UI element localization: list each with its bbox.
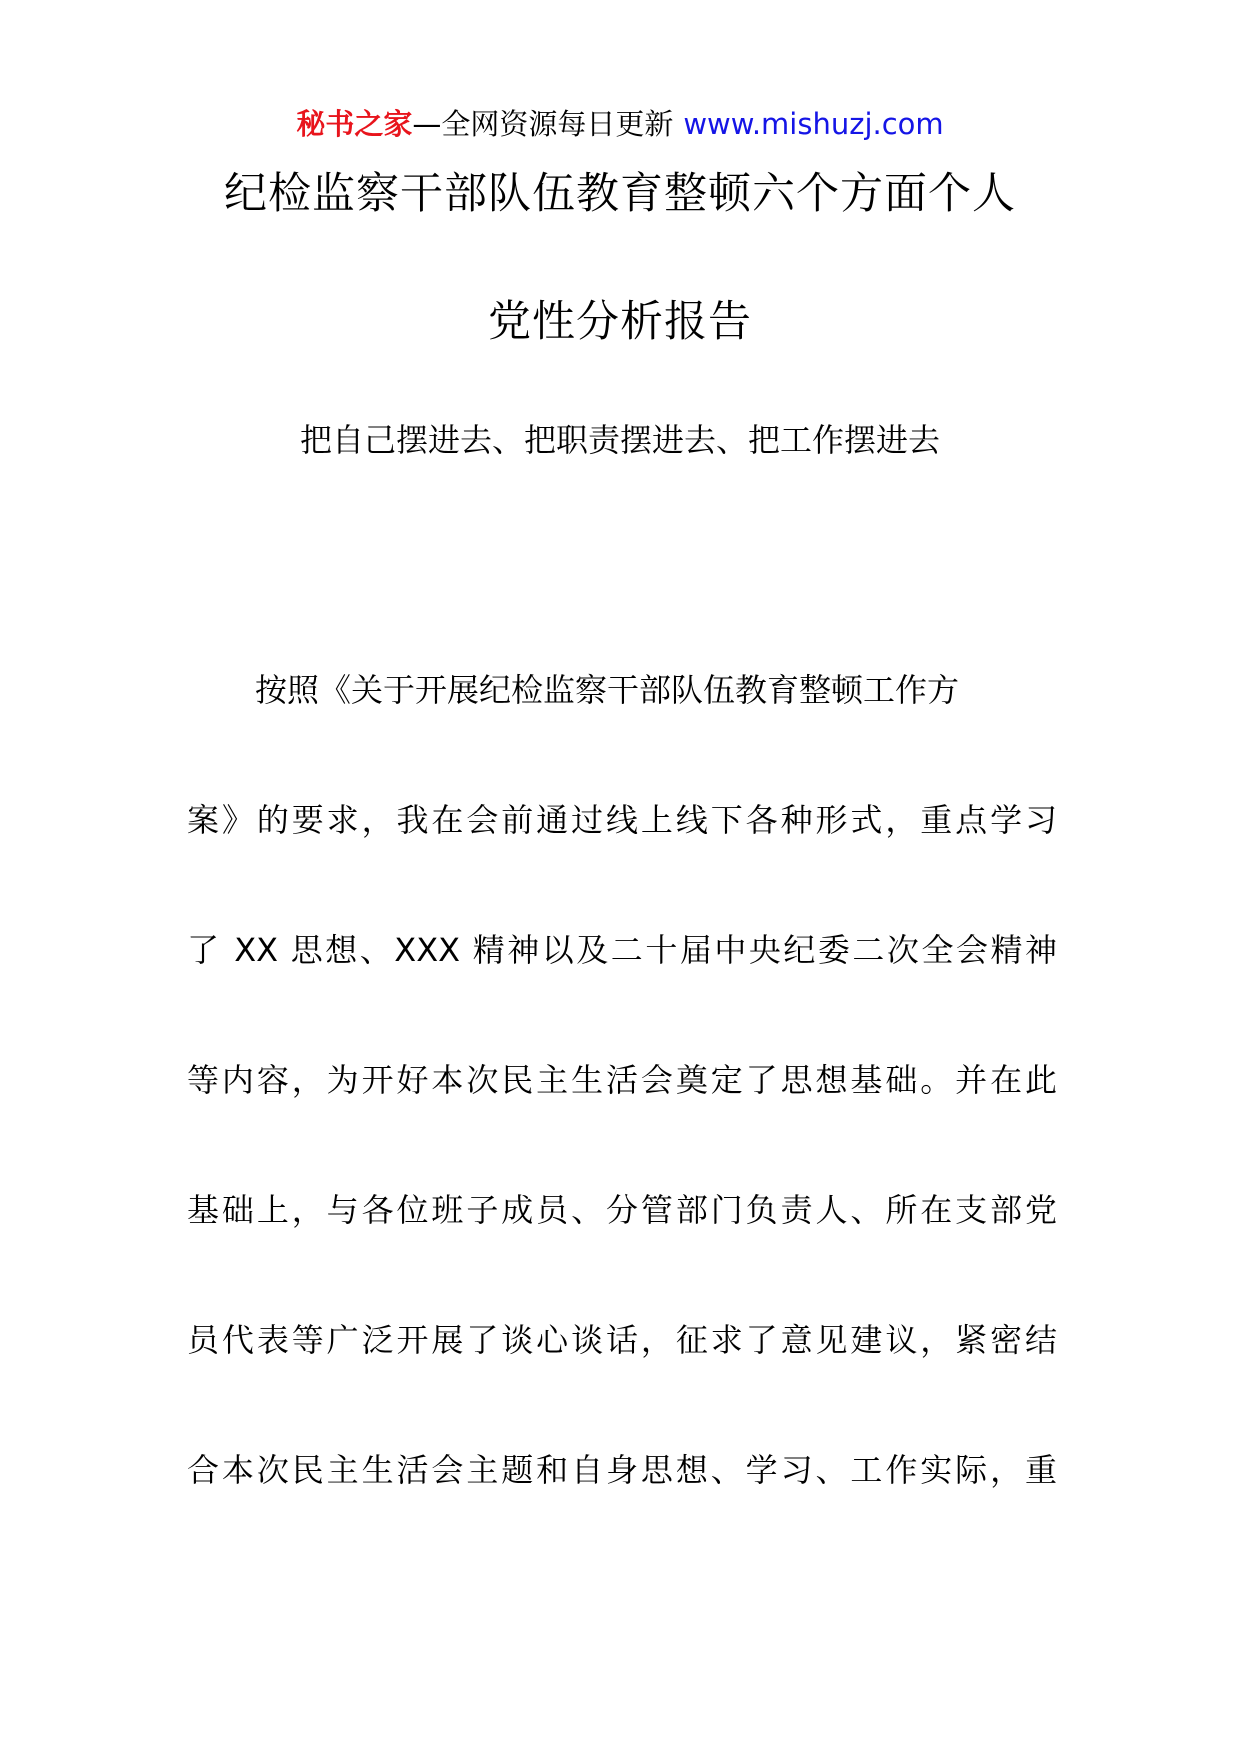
watermark-header bbox=[0, 104, 1240, 144]
body-line: 按照《关于开展纪检监察干部队伍教育整顿工作方 bbox=[255, 671, 960, 709]
body-line: 合本次民主生活会主题和自身思想、学习、工作实际，重 bbox=[187, 1451, 1057, 1489]
body-line: 基础上，与各位班子成员、分管部门负责人、所在支部党 bbox=[187, 1191, 1057, 1229]
document-title-line-1: 纪检监察干部队伍教育整顿六个方面个人 bbox=[224, 169, 1016, 219]
watermark-url: www.mishuzj.com bbox=[683, 107, 944, 141]
document-subtitle: 把自己摆进去、把职责摆进去、把工作摆进去 bbox=[299, 421, 940, 459]
body-line: 了 XX 思想、XXX 精神以及二十届中央纪委二次全会精神 bbox=[187, 931, 1057, 969]
watermark-brand: 秘书之家 bbox=[296, 107, 413, 141]
watermark-slogan: —全网资源每日更新 bbox=[412, 107, 674, 141]
body-line: 等内容，为开好本次民主生活会奠定了思想基础。并在此 bbox=[187, 1061, 1057, 1099]
document-title-line-2: 党性分析报告 bbox=[488, 297, 752, 347]
body-line: 员代表等广泛开展了谈心谈话，征求了意见建议，紧密结 bbox=[187, 1321, 1057, 1359]
body-line: 案》的要求，我在会前通过线上线下各种形式，重点学习 bbox=[187, 801, 1057, 839]
